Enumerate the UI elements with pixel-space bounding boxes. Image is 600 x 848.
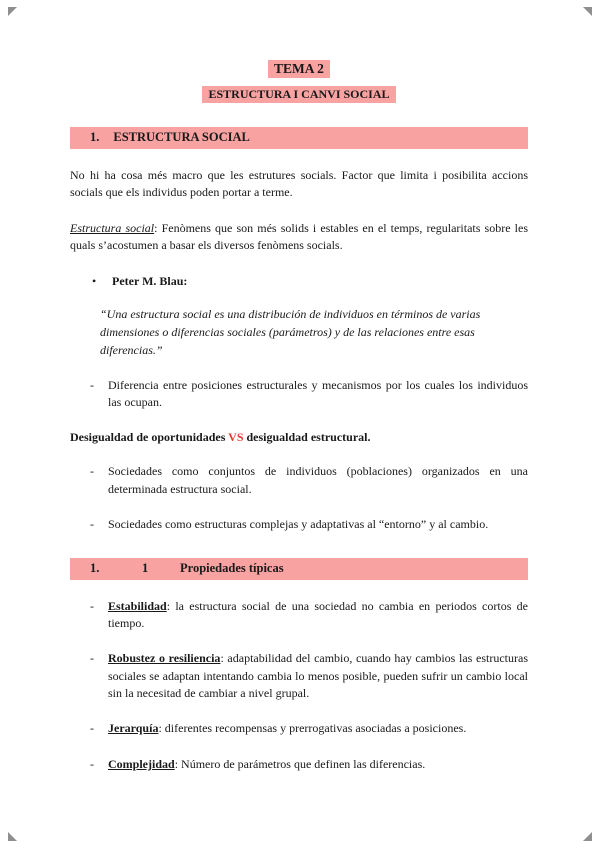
property-term: Jerarquía: [108, 721, 159, 736]
dash-marker: -: [90, 651, 94, 666]
subtitle-row: [70, 85, 528, 103]
property-item-estabilidad: [70, 598, 528, 633]
bullet-marker: •: [92, 273, 97, 288]
property-term: Complejidad: [108, 756, 175, 771]
property-rest: : adaptabilidad del cambio, cuando hay cambios las estructuras sociales se adaptan intentando cambia lo menos posible, pueden sufrir un cambio local sin la necesitad de cambiar a nivel grupal.: [108, 651, 528, 701]
property-term: Estabilidad: [108, 598, 167, 613]
corner-mark-bottom-left: [8, 832, 17, 841]
section-heading: [70, 127, 528, 149]
subsection-heading: [70, 558, 528, 580]
corner-mark-top-right: [583, 7, 592, 16]
property-item-complejidad: [70, 756, 528, 773]
intro-paragraph: No hi ha cosa més macro que les estrutures socials. Factor que limita i posibilita accions socials que els individus poden portar a terme.: [70, 168, 528, 200]
property-text: [108, 756, 528, 773]
doc-subtitle: ESTRUCTURA I CANVI SOCIAL: [202, 86, 395, 103]
vs-keyword: VS: [228, 430, 244, 445]
blau-label: Peter M. Blau:: [112, 273, 188, 288]
dash-marker: -: [90, 464, 94, 479]
vs-right-text: desigualdad estructural.: [243, 430, 371, 445]
property-item-jerarquia: [70, 720, 528, 737]
blau-quote: “Una estructura social es una distribución de individuos en términos de varias dimensiones o diferencias sociales (parámetros) y de las relaciones entre esas diferencias.”: [100, 306, 481, 357]
property-text: [108, 720, 528, 737]
definition-term: Estructura social: [70, 220, 155, 235]
property-text: [108, 650, 528, 702]
dash-marker: -: [90, 598, 94, 613]
property-rest: : la estructura social de una sociedad no cambia en periodos cortos de tiempo.: [108, 598, 528, 630]
dash-marker: -: [90, 721, 94, 736]
doc-title: TEMA 2: [268, 60, 330, 78]
dash-item-diferencia: [70, 377, 528, 412]
corner-mark-bottom-right: [583, 832, 592, 841]
vs-statement: [70, 430, 528, 445]
subsection-subnumber: 1: [142, 560, 149, 575]
dash-item-sociedades-2: [70, 516, 528, 533]
dash-text: Sociedades como estructuras complejas y adaptativas al “entorno” y al cambio.: [108, 517, 489, 532]
definition-paragraph: [70, 220, 528, 255]
dash-text: Sociedades como conjuntos de individuos (poblaciones) organizados en una determinada estructura social.: [108, 464, 528, 496]
definition-rest: : Fenòmens que son més solids i estables en el temps, regularitats sobre les quals s’acostumen a basar els diversos fenòmens socials.: [70, 220, 528, 253]
dash-marker: -: [90, 517, 94, 532]
dash-marker: -: [90, 756, 94, 771]
title-row: [70, 60, 528, 78]
property-rest: : Número de parámetros que definen las diferencias.: [174, 756, 426, 771]
dash-item-sociedades-1: [70, 463, 528, 498]
subsection-title: Propiedades típicas: [180, 560, 284, 575]
vs-left-text: Desigualdad de oportunidades: [70, 430, 229, 445]
section-title: ESTRUCTURA SOCIAL: [113, 130, 250, 144]
property-term: Robustez o resiliencia: [108, 651, 221, 666]
bullet-item-blau: [70, 274, 528, 289]
property-rest: : diferentes recompensas y prerrogativas asociadas a posiciones.: [158, 721, 467, 736]
subsection-number: 1.: [90, 560, 100, 575]
property-text: [108, 598, 528, 633]
dash-text: Diferencia entre posiciones estructurales y mecanismos por los cuales los individuos las ocupan.: [108, 377, 528, 409]
dash-marker: -: [90, 377, 94, 392]
corner-mark-top-left: [8, 7, 17, 16]
property-item-robustez: [70, 650, 528, 702]
section-number: 1.: [90, 130, 100, 144]
